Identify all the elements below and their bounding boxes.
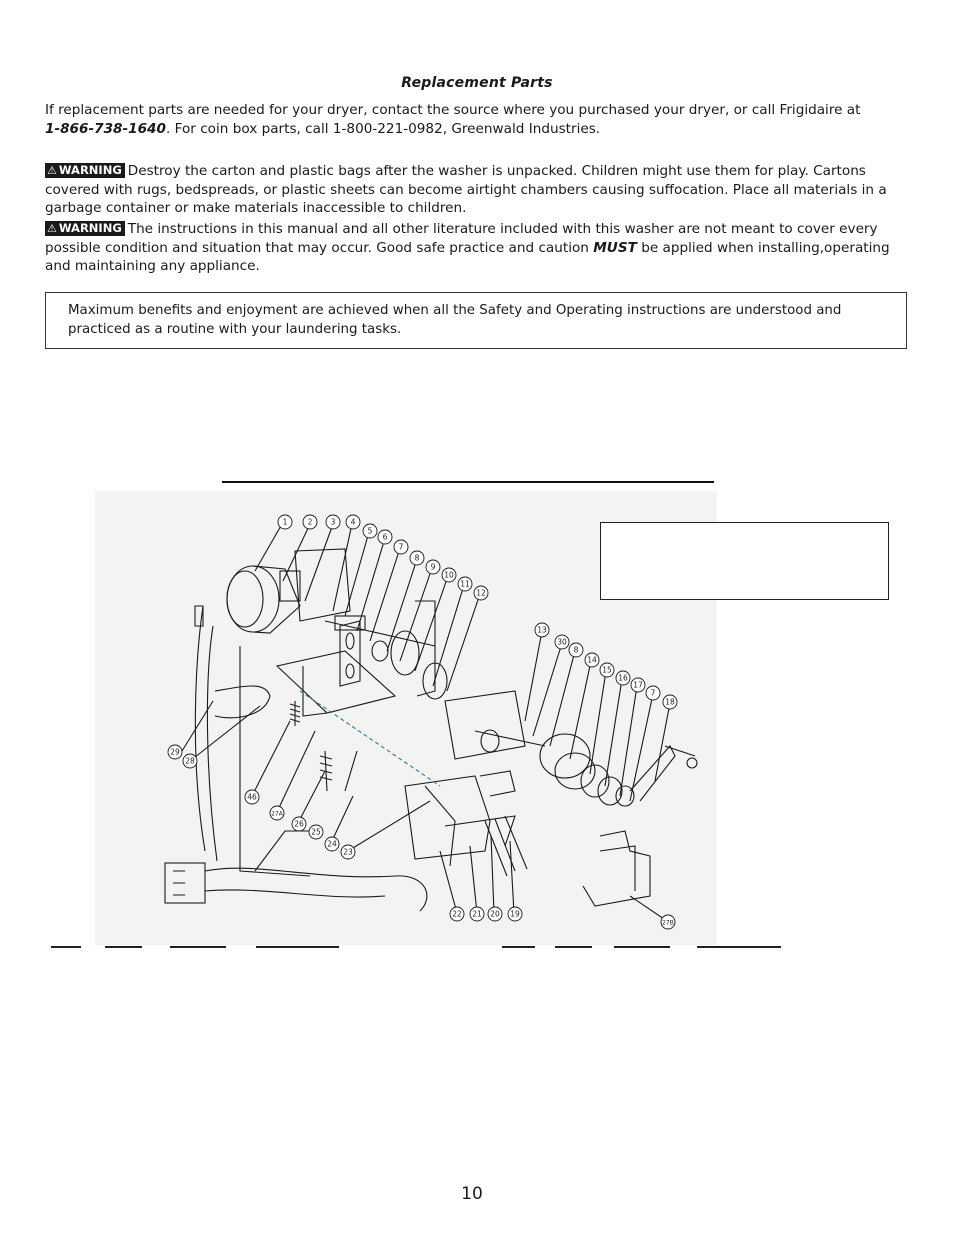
blank-line	[555, 946, 592, 948]
callout-label: 5	[367, 526, 373, 536]
blank-line	[614, 946, 670, 948]
part-callout	[278, 515, 292, 529]
part-callout	[394, 540, 408, 554]
warning-badge-label: WARNING	[58, 163, 122, 177]
warning-text-after: be applied when installing,operating and maintaining any appliance.	[45, 239, 890, 274]
safety-notice-box	[45, 292, 907, 349]
callout-label: 28	[185, 756, 195, 766]
callout-label: 1	[282, 517, 288, 527]
part-callout	[535, 623, 549, 637]
callout-label: 8	[573, 645, 579, 655]
part-callout	[168, 745, 182, 759]
part-callout	[555, 635, 569, 649]
diagram-title-rule	[222, 481, 714, 483]
callout-label: 11	[460, 579, 470, 589]
part-callout	[569, 643, 583, 657]
callout-label: 26	[294, 819, 304, 829]
callout-label: 6	[382, 532, 388, 542]
part-callout	[458, 577, 472, 591]
callout-label: 17	[633, 680, 643, 690]
callout-label: 16	[618, 673, 628, 683]
callout-label: 4	[350, 517, 356, 527]
part-callout	[508, 907, 522, 921]
part-callout	[183, 754, 197, 768]
callout-label: 7	[650, 688, 656, 698]
callout-label: 3	[330, 517, 336, 527]
blank-line	[170, 946, 226, 948]
part-callout	[470, 907, 484, 921]
part-callout	[270, 806, 284, 820]
callout-label: 7	[398, 542, 404, 552]
callout-label: 46	[247, 792, 257, 802]
part-callout	[474, 586, 488, 600]
warning-text: Destroy the carton and plastic bags after the washer is unpacked. Children might use them for play. Cartons covered with rugs, bedspreads, or plastic sheets can become airtight chambers causing suffocation. Place all materials in a garbage container or make materials inaccessible to children.	[45, 163, 887, 216]
warning-carton	[45, 162, 913, 218]
callout-label: 12	[476, 588, 486, 598]
frigidaire-phone: 1-866-738-1640	[45, 120, 166, 137]
blank-callout-box	[600, 522, 889, 600]
callout-label: 23	[343, 847, 353, 857]
callout-label: 27A	[271, 810, 283, 818]
warning-triangle-icon: ⚠	[47, 164, 57, 177]
part-callout	[616, 671, 630, 685]
part-callout	[363, 524, 377, 538]
blank-line	[502, 946, 535, 948]
warning-badge	[45, 163, 125, 178]
part-callout	[450, 907, 464, 921]
callout-label: 18	[665, 697, 675, 707]
callout-label: 30	[557, 637, 567, 647]
part-callout	[410, 551, 424, 565]
blank-line	[51, 946, 81, 948]
part-callout	[292, 817, 306, 831]
part-callout	[346, 515, 360, 529]
callout-label: 9	[430, 562, 436, 572]
callout-label: 21	[472, 909, 482, 919]
part-callout	[646, 686, 660, 700]
intro-paragraph	[45, 101, 913, 138]
must-emphasis: MUST	[593, 239, 637, 256]
section-heading: Replacement Parts	[401, 75, 553, 91]
callout-label: 10	[444, 570, 454, 580]
warning-instructions	[45, 220, 913, 276]
part-callout	[303, 515, 317, 529]
callout-label: 20	[490, 909, 500, 919]
callout-label: 29	[170, 747, 180, 757]
part-callout	[663, 695, 677, 709]
page-number: 10	[461, 1184, 483, 1204]
part-callout	[326, 515, 340, 529]
intro-text: If replacement parts are needed for your dryer, contact the source where you purchased your dryer, or call Frigidaire at	[45, 102, 861, 118]
part-callout	[245, 790, 259, 804]
warning-text: The instructions in this manual and all other literature included with this washer are not meant to cover every possible condition and situation that may occur. Good safe practice and caution	[45, 221, 878, 256]
part-callout	[426, 560, 440, 574]
part-callout	[378, 530, 392, 544]
warning-triangle-icon: ⚠	[47, 222, 57, 235]
part-callout	[585, 653, 599, 667]
callout-label: 22	[452, 909, 462, 919]
callout-label: 19	[510, 909, 520, 919]
callout-label: 2	[307, 517, 313, 527]
callout-label: 27B	[662, 919, 674, 927]
part-callout	[341, 845, 355, 859]
notice-text: Maximum benefits and enjoyment are achieved when all the Safety and Operating instructions are understood and practiced as a routine with your laundering tasks.	[68, 303, 842, 337]
part-callout	[600, 663, 614, 677]
callout-label: 15	[602, 665, 612, 675]
blank-line	[256, 946, 339, 948]
callout-label: 8	[414, 553, 420, 563]
blank-line	[697, 946, 781, 948]
part-callout	[661, 915, 675, 929]
warning-badge	[45, 221, 125, 236]
callout-label: 14	[587, 655, 597, 665]
blank-line	[105, 946, 142, 948]
callout-label: 24	[327, 839, 337, 849]
part-callout	[631, 678, 645, 692]
part-callout	[442, 568, 456, 582]
intro-text-after: . For coin box parts, call 1-800-221-0982, Greenwald Industries.	[165, 120, 601, 137]
warning-badge-label: WARNING	[58, 221, 122, 235]
callout-label: 13	[537, 625, 547, 635]
part-callout	[325, 837, 339, 851]
part-callout	[488, 907, 502, 921]
callout-label: 25	[311, 827, 321, 837]
part-callout	[309, 825, 323, 839]
